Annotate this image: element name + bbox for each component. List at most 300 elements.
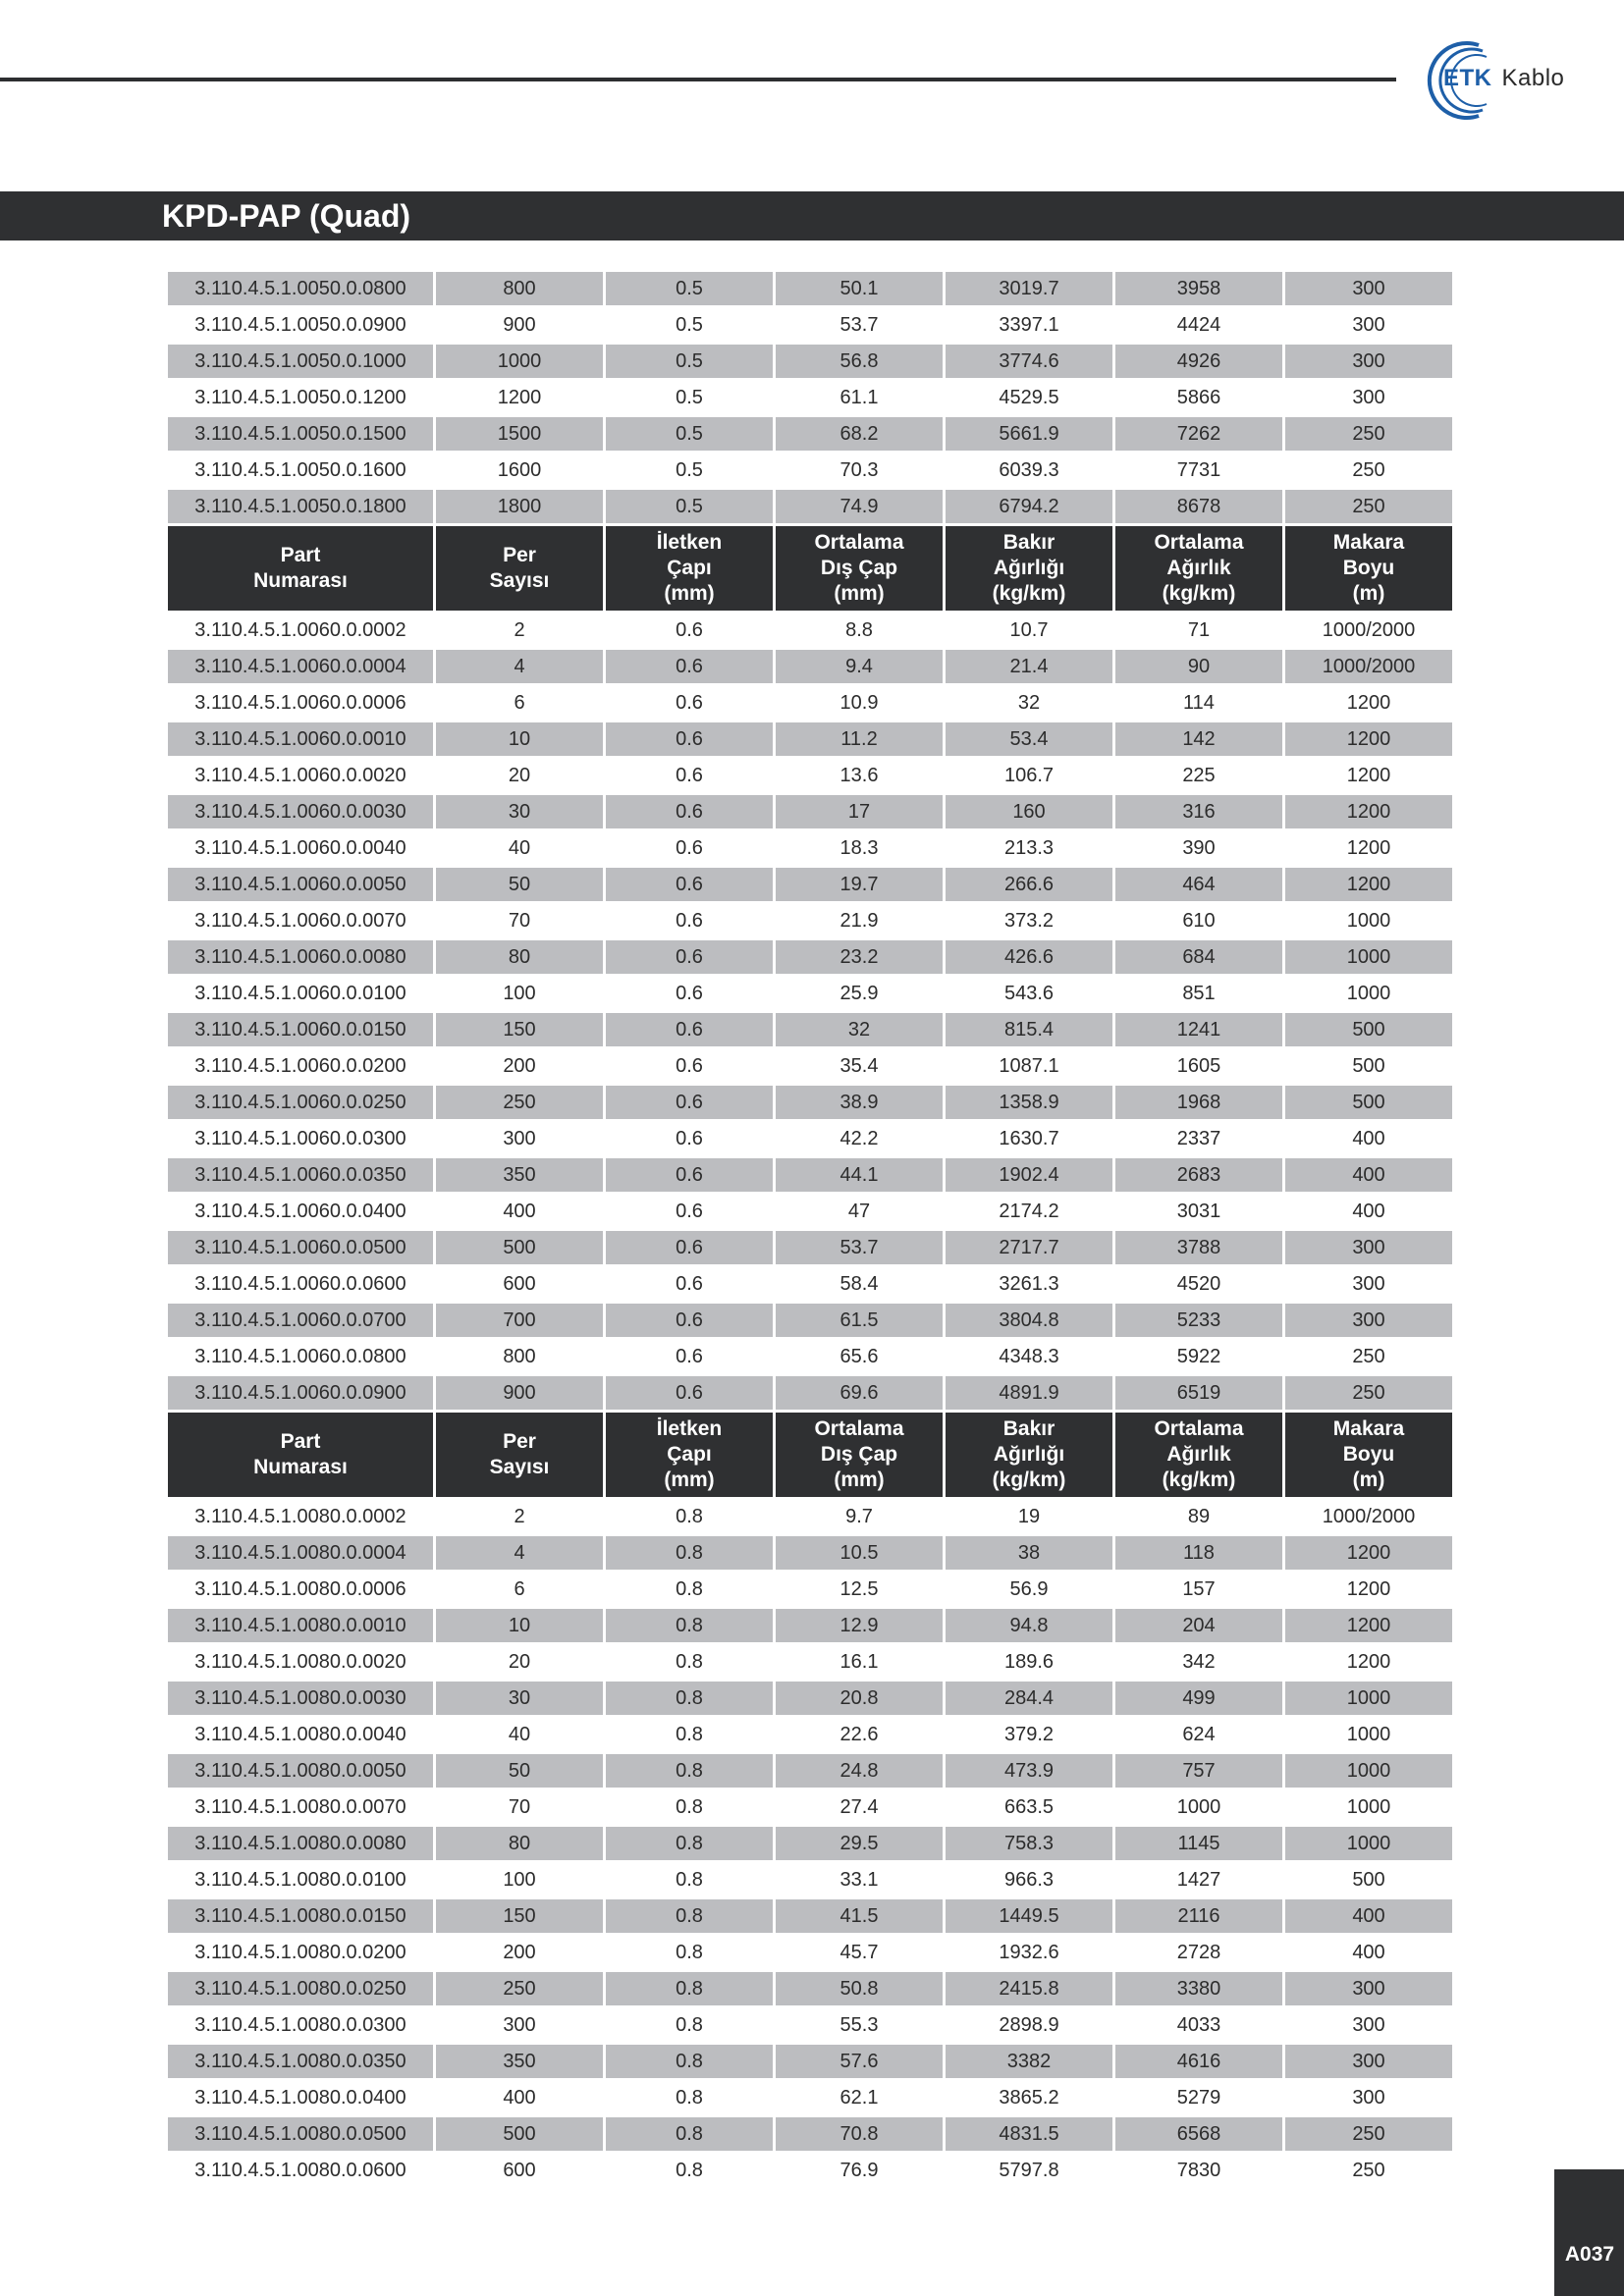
column-header-pair-count [436,526,603,611]
table-header-row [168,1413,1452,1497]
cell-reel-length: 300 [1285,345,1452,378]
cell-copper-weight: 2717.7 [946,1231,1112,1264]
cell-reel-length: 400 [1352,1200,1385,1222]
table-row [168,940,1452,974]
cell-copper-weight: 3261.3 [999,1272,1059,1295]
table-row [168,1158,1452,1192]
cell-outer-diameter: 21.9 [839,909,879,932]
cell-conductor-diameter: 0.6 [606,1158,773,1192]
cell-part-number: 3.110.4.5.1.0060.0.0600 [194,1272,406,1295]
cell-part-number: 3.110.4.5.1.0080.0.0200 [194,1941,406,1963]
cell-pair-count: 250 [436,1972,603,2005]
table-row [168,1340,1452,1373]
cell-pair-count: 900 [503,313,536,336]
column-header-pair-count [436,1413,603,1497]
cell-conductor-diameter: 0.8 [606,2117,773,2151]
cell-reel-length: 1000 [1285,1827,1452,1860]
cell-conductor-diameter: 0.8 [676,2159,703,2181]
column-header-line: (mm) [834,582,885,605]
column-header-outer-diameter [776,1413,943,1497]
table-row [168,2081,1452,2114]
table-row [168,1645,1452,1679]
cell-part-number: 3.110.4.5.1.0080.0.0004 [168,1536,433,1570]
cell-reel-length: 250 [1352,2159,1385,2181]
table-row [168,1754,1452,1788]
page-number: A037 [1564,2243,1615,2266]
cell-reel-length: 300 [1352,386,1385,408]
cell-conductor-diameter: 0.6 [606,650,773,683]
cell-copper-weight: 106.7 [1003,764,1055,786]
cell-part-number: 3.110.4.5.1.0080.0.0002 [194,1505,406,1527]
table-row [168,1013,1452,1046]
column-header-line: (mm) [834,1468,885,1491]
cell-reel-length: 1200 [1285,795,1452,828]
table-row [168,904,1452,937]
column-header-line: (mm) [664,582,715,605]
cell-part-number: 3.110.4.5.1.0080.0.0050 [168,1754,433,1788]
cell-copper-weight: 6794.2 [946,490,1112,523]
cell-outer-diameter: 12.9 [776,1609,943,1642]
cell-part-number: 3.110.4.5.1.0060.0.0030 [168,795,433,828]
column-header-line: Per [503,1430,536,1453]
cell-pair-count: 2 [514,618,525,641]
cell-outer-diameter: 22.6 [839,1723,879,1745]
cell-conductor-diameter: 0.6 [606,940,773,974]
column-header-line: Çapı [667,1443,712,1466]
cell-pair-count: 80 [436,1827,603,1860]
cell-outer-diameter: 50.8 [776,1972,943,2005]
column-header-line: Ağırlık [1166,557,1231,579]
table-row [168,345,1452,378]
cell-reel-length: 500 [1352,1054,1385,1077]
cell-part-number: 3.110.4.5.1.0060.0.0800 [194,1345,406,1367]
cell-pair-count: 1600 [497,458,542,481]
cell-copper-weight: 94.8 [946,1609,1112,1642]
table-row [168,1049,1452,1083]
cell-part-number: 3.110.4.5.1.0080.0.0070 [194,1795,406,1818]
column-header-line: Dış Çap [820,557,898,579]
cell-conductor-diameter: 0.6 [606,1376,773,1410]
cell-conductor-diameter: 0.8 [606,2045,773,2078]
cell-copper-weight: 2174.2 [999,1200,1059,1222]
column-header-line: Boyu [1342,1443,1395,1466]
cell-pair-count: 600 [503,2159,536,2181]
cell-pair-count: 80 [436,940,603,974]
cell-copper-weight: 4529.5 [999,386,1059,408]
cell-pair-count: 100 [503,982,536,1004]
cell-pair-count: 500 [436,1231,603,1264]
cell-conductor-diameter: 0.6 [606,1304,773,1337]
cell-average-weight: 464 [1115,868,1282,901]
cell-part-number: 3.110.4.5.1.0060.0.0400 [194,1200,406,1222]
cell-part-number: 3.110.4.5.1.0060.0.0020 [194,764,406,786]
cell-copper-weight: 5661.9 [946,417,1112,451]
cell-copper-weight: 1902.4 [946,1158,1112,1192]
cell-average-weight: 142 [1115,722,1282,756]
cell-reel-length: 1200 [1346,1650,1391,1673]
table-row [168,1718,1452,1751]
table-row [168,1122,1452,1155]
cell-average-weight: 3380 [1115,1972,1282,2005]
cell-average-weight: 4520 [1176,1272,1221,1295]
table-header-row [168,526,1452,611]
cell-part-number: 3.110.4.5.1.0050.0.0800 [168,272,433,305]
cell-part-number: 3.110.4.5.1.0080.0.0040 [194,1723,406,1745]
cell-pair-count: 50 [436,868,603,901]
column-header-line: Makara [1332,531,1405,554]
column-header-line: Ortalama [814,1417,904,1440]
cell-outer-diameter: 13.6 [839,764,879,786]
cell-conductor-diameter: 0.6 [606,1086,773,1119]
cell-part-number: 3.110.4.5.1.0050.0.1000 [168,345,433,378]
cell-copper-weight: 32 [1017,691,1041,714]
cell-part-number: 3.110.4.5.1.0080.0.0500 [168,2117,433,2151]
cell-conductor-diameter: 0.6 [676,1054,703,1077]
cell-average-weight: 1000 [1176,1795,1221,1818]
cell-copper-weight: 2898.9 [999,2013,1059,2036]
cell-outer-diameter: 19.7 [776,868,943,901]
cell-average-weight: 8678 [1115,490,1282,523]
cell-pair-count: 400 [503,2086,536,2109]
cell-copper-weight: 5797.8 [999,2159,1059,2181]
cell-outer-diameter: 9.7 [845,1505,873,1527]
cell-copper-weight: 373.2 [1003,909,1055,932]
cell-conductor-diameter: 0.5 [606,345,773,378]
cell-conductor-diameter: 0.6 [606,795,773,828]
cell-part-number: 3.110.4.5.1.0060.0.0002 [194,618,406,641]
cell-copper-weight: 1932.6 [999,1941,1059,1963]
table-row [168,977,1452,1010]
column-header-line: (kg/km) [992,1468,1066,1491]
cell-outer-diameter: 61.1 [839,386,879,408]
column-header-conductor-diameter [606,526,773,611]
cell-conductor-diameter: 0.8 [606,1609,773,1642]
cell-average-weight: 7731 [1176,458,1221,481]
cell-average-weight: 499 [1115,1682,1282,1715]
cell-average-weight: 757 [1115,1754,1282,1788]
column-header-reel-length [1285,526,1452,611]
cell-outer-diameter: 11.2 [776,722,943,756]
cell-conductor-diameter: 0.6 [676,1127,703,1149]
column-header-line: Bakır [1002,1417,1056,1440]
cell-part-number: 3.110.4.5.1.0050.0.1800 [168,490,433,523]
cell-average-weight: 4926 [1115,345,1282,378]
cell-average-weight: 114 [1183,691,1215,714]
cell-pair-count: 50 [436,1754,603,1788]
table-row [168,1790,1452,1824]
cell-pair-count: 500 [436,2117,603,2151]
cell-reel-length: 1000/2000 [1322,1505,1416,1527]
cell-reel-length: 1000 [1346,1723,1391,1745]
cell-average-weight: 204 [1115,1609,1282,1642]
cell-outer-diameter: 74.9 [776,490,943,523]
cell-conductor-diameter: 0.8 [676,1650,703,1673]
cell-outer-diameter: 10.9 [839,691,879,714]
cell-conductor-diameter: 0.8 [606,1754,773,1788]
table-row [168,1863,1452,1896]
cell-outer-diameter: 56.8 [776,345,943,378]
header-rule [0,78,1396,81]
table-row [168,1500,1452,1533]
cell-average-weight: 5279 [1176,2086,1221,2109]
column-header-line: Boyu [1342,557,1395,579]
cell-outer-diameter: 69.6 [776,1376,943,1410]
cell-average-weight: 610 [1182,909,1216,932]
cell-outer-diameter: 8.8 [845,618,873,641]
cell-reel-length: 300 [1352,313,1385,336]
cell-part-number: 3.110.4.5.1.0060.0.0200 [194,1054,406,1077]
cell-reel-length: 1200 [1285,722,1452,756]
cell-copper-weight: 663.5 [1003,1795,1055,1818]
column-header-line: Sayısı [489,569,550,592]
cell-average-weight: 4424 [1176,313,1221,336]
cell-outer-diameter: 70.3 [839,458,879,481]
cell-outer-diameter: 53.7 [776,1231,943,1264]
cell-average-weight: 71 [1187,618,1211,641]
cell-copper-weight: 4891.9 [946,1376,1112,1410]
column-header-line: Makara [1332,1417,1405,1440]
cell-outer-diameter: 12.5 [839,1577,879,1600]
cell-copper-weight: 543.6 [1003,982,1055,1004]
column-header-outer-diameter [776,526,943,611]
column-header-line: Ağırlığı [993,557,1065,579]
cell-average-weight: 1241 [1115,1013,1282,1046]
cell-reel-length: 1200 [1285,868,1452,901]
cell-part-number: 3.110.4.5.1.0060.0.0250 [168,1086,433,1119]
cell-average-weight: 1605 [1176,1054,1221,1077]
column-header-line: Ortalama [814,531,904,554]
cell-reel-length: 500 [1352,1868,1385,1891]
cell-part-number: 3.110.4.5.1.0080.0.0150 [168,1899,433,1933]
column-header-line: (kg/km) [1162,582,1236,605]
cell-average-weight: 2116 [1115,1899,1282,1933]
column-header-line: Ağırlık [1166,1443,1231,1466]
cell-part-number: 3.110.4.5.1.0060.0.0100 [194,982,406,1004]
cell-average-weight: 4033 [1176,2013,1221,2036]
cell-pair-count: 600 [503,1272,536,1295]
cell-pair-count: 100 [503,1868,536,1891]
cell-reel-length: 250 [1285,417,1452,451]
cell-conductor-diameter: 0.8 [676,1723,703,1745]
cell-copper-weight: 38 [946,1536,1112,1570]
cell-reel-length: 300 [1352,2013,1385,2036]
cell-average-weight: 6519 [1115,1376,1282,1410]
cell-reel-length: 250 [1285,490,1452,523]
table-row [168,614,1452,647]
cell-conductor-diameter: 0.5 [676,458,703,481]
cell-part-number: 3.110.4.5.1.0080.0.0400 [194,2086,406,2109]
cell-reel-length: 1000/2000 [1322,618,1416,641]
table-row [168,272,1452,305]
column-header-line: Per [503,544,536,566]
cell-pair-count: 6 [514,691,525,714]
column-header-line: Ağırlığı [993,1443,1065,1466]
cell-conductor-diameter: 0.8 [676,2086,703,2109]
column-header-line: Part [280,1430,321,1453]
column-header-line: Bakır [1002,531,1056,554]
cell-reel-length: 300 [1352,1272,1385,1295]
cell-average-weight: 3031 [1176,1200,1221,1222]
cell-reel-length: 400 [1352,1127,1385,1149]
cell-pair-count: 40 [508,836,531,859]
cell-conductor-diameter: 0.6 [606,1013,773,1046]
cell-outer-diameter: 55.3 [839,2013,879,2036]
cell-average-weight: 5233 [1115,1304,1282,1337]
table-row [168,650,1452,683]
cell-outer-diameter: 57.6 [776,2045,943,2078]
cell-average-weight: 118 [1115,1536,1282,1570]
cell-average-weight: 4616 [1115,2045,1282,2078]
column-header-copper-weight [946,1413,1112,1497]
cell-part-number: 3.110.4.5.1.0060.0.0040 [194,836,406,859]
cell-pair-count: 4 [436,650,603,683]
table-row [168,1376,1452,1410]
cell-pair-count: 70 [508,1795,531,1818]
cell-average-weight: 5922 [1176,1345,1221,1367]
cell-part-number: 3.110.4.5.1.0060.0.0300 [194,1127,406,1149]
cell-copper-weight: 379.2 [1003,1723,1055,1745]
cell-reel-length: 400 [1352,1941,1385,1963]
cell-reel-length: 400 [1285,1899,1452,1933]
cell-pair-count: 200 [503,1941,536,1963]
cell-average-weight: 2728 [1176,1941,1221,1963]
cell-average-weight: 7830 [1176,2159,1221,2181]
table-row [168,1231,1452,1264]
cell-reel-length: 1000 [1346,982,1391,1004]
table-row [168,1936,1452,1969]
column-header-conductor-diameter [606,1413,773,1497]
cell-copper-weight: 966.3 [1003,1868,1055,1891]
cell-average-weight: 7262 [1115,417,1282,451]
cell-outer-diameter: 38.9 [776,1086,943,1119]
column-header-average-weight [1115,1413,1282,1497]
cell-copper-weight: 2415.8 [946,1972,1112,2005]
cell-part-number: 3.110.4.5.1.0080.0.0600 [194,2159,406,2181]
column-header-line: (mm) [664,1468,715,1491]
cell-conductor-diameter: 0.5 [606,417,773,451]
cell-average-weight: 390 [1182,836,1216,859]
cell-reel-length: 300 [1285,272,1452,305]
cell-average-weight: 342 [1182,1650,1216,1673]
cell-copper-weight: 19 [1017,1505,1041,1527]
cell-conductor-diameter: 0.8 [676,2013,703,2036]
cell-copper-weight: 10.7 [1009,618,1049,641]
cell-reel-length: 1000 [1346,909,1391,932]
cell-reel-length: 1200 [1346,764,1391,786]
table-row [168,2154,1452,2187]
column-header-part-number [168,526,433,611]
column-header-reel-length [1285,1413,1452,1497]
cell-reel-length: 1000 [1285,1754,1452,1788]
cell-outer-diameter: 47 [847,1200,871,1222]
column-header-line: (m) [1352,1468,1385,1491]
cell-conductor-diameter: 0.6 [606,722,773,756]
cell-outer-diameter: 45.7 [839,1941,879,1963]
cell-part-number: 3.110.4.5.1.0080.0.0030 [168,1682,433,1715]
cell-copper-weight: 1630.7 [999,1127,1059,1149]
table-row [168,868,1452,901]
table-row [168,1972,1452,2005]
brand-logo [1443,65,1564,92]
cell-reel-length: 300 [1285,1304,1452,1337]
table-row [168,1899,1452,1933]
cell-average-weight: 89 [1187,1505,1211,1527]
table-row [168,1086,1452,1119]
cell-part-number: 3.110.4.5.1.0060.0.0080 [168,940,433,974]
cell-outer-diameter: 18.3 [839,836,879,859]
cell-copper-weight: 815.4 [946,1013,1112,1046]
cell-reel-length: 1200 [1285,1536,1452,1570]
cell-conductor-diameter: 0.5 [606,490,773,523]
cell-pair-count: 20 [508,1650,531,1673]
cell-copper-weight: 21.4 [946,650,1112,683]
cell-conductor-diameter: 0.6 [676,691,703,714]
cell-copper-weight: 53.4 [946,722,1112,756]
column-header-line: Çapı [667,557,712,579]
cell-pair-count: 1500 [436,417,603,451]
column-header-line: Numarası [253,569,348,592]
cell-pair-count: 4 [436,1536,603,1570]
cell-outer-diameter: 27.4 [839,1795,879,1818]
cell-conductor-diameter: 0.8 [676,1577,703,1600]
table-row [168,831,1452,865]
cell-part-number: 3.110.4.5.1.0080.0.0006 [194,1577,406,1600]
cell-pair-count: 10 [436,722,603,756]
cell-part-number: 3.110.4.5.1.0080.0.0100 [194,1868,406,1891]
table-row [168,1609,1452,1642]
cell-part-number: 3.110.4.5.1.0060.0.0004 [168,650,433,683]
cell-reel-length: 300 [1285,1231,1452,1264]
cell-conductor-diameter: 0.8 [606,1827,773,1860]
cell-average-weight: 624 [1182,1723,1216,1745]
cell-pair-count: 10 [436,1609,603,1642]
column-header-line: Dış Çap [820,1443,898,1466]
cell-outer-diameter: 29.5 [776,1827,943,1860]
cell-conductor-diameter: 0.6 [676,618,703,641]
cell-outer-diameter: 23.2 [776,940,943,974]
cell-copper-weight: 6039.3 [999,458,1059,481]
table-row [168,490,1452,523]
table-row [168,795,1452,828]
cell-average-weight: 851 [1182,982,1216,1004]
cell-reel-length: 250 [1352,1345,1385,1367]
cell-pair-count: 1000 [436,345,603,378]
cell-part-number: 3.110.4.5.1.0060.0.0350 [168,1158,433,1192]
cell-part-number: 3.110.4.5.1.0080.0.0250 [168,1972,433,2005]
cell-conductor-diameter: 0.6 [676,1345,703,1367]
table-row [168,1536,1452,1570]
cell-average-weight: 3788 [1115,1231,1282,1264]
table-row [168,2117,1452,2151]
table-row [168,1195,1452,1228]
cell-copper-weight: 3865.2 [999,2086,1059,2109]
table-row [168,454,1452,487]
cell-pair-count: 2 [514,1505,525,1527]
cell-reel-length: 1200 [1285,1609,1452,1642]
brand-logo-suffix: Kablo [1501,65,1565,91]
cell-part-number: 3.110.4.5.1.0060.0.0010 [168,722,433,756]
cell-part-number: 3.110.4.5.1.0050.0.1500 [168,417,433,451]
cell-copper-weight: 160 [946,795,1112,828]
table-row [168,1682,1452,1715]
cell-copper-weight: 284.4 [946,1682,1112,1715]
cell-outer-diameter: 20.8 [776,1682,943,1715]
cell-average-weight: 225 [1182,764,1216,786]
cell-pair-count: 150 [436,1899,603,1933]
column-header-line: (kg/km) [1162,1468,1236,1491]
column-header-line: Numarası [253,1456,348,1478]
cell-copper-weight: 1358.9 [946,1086,1112,1119]
